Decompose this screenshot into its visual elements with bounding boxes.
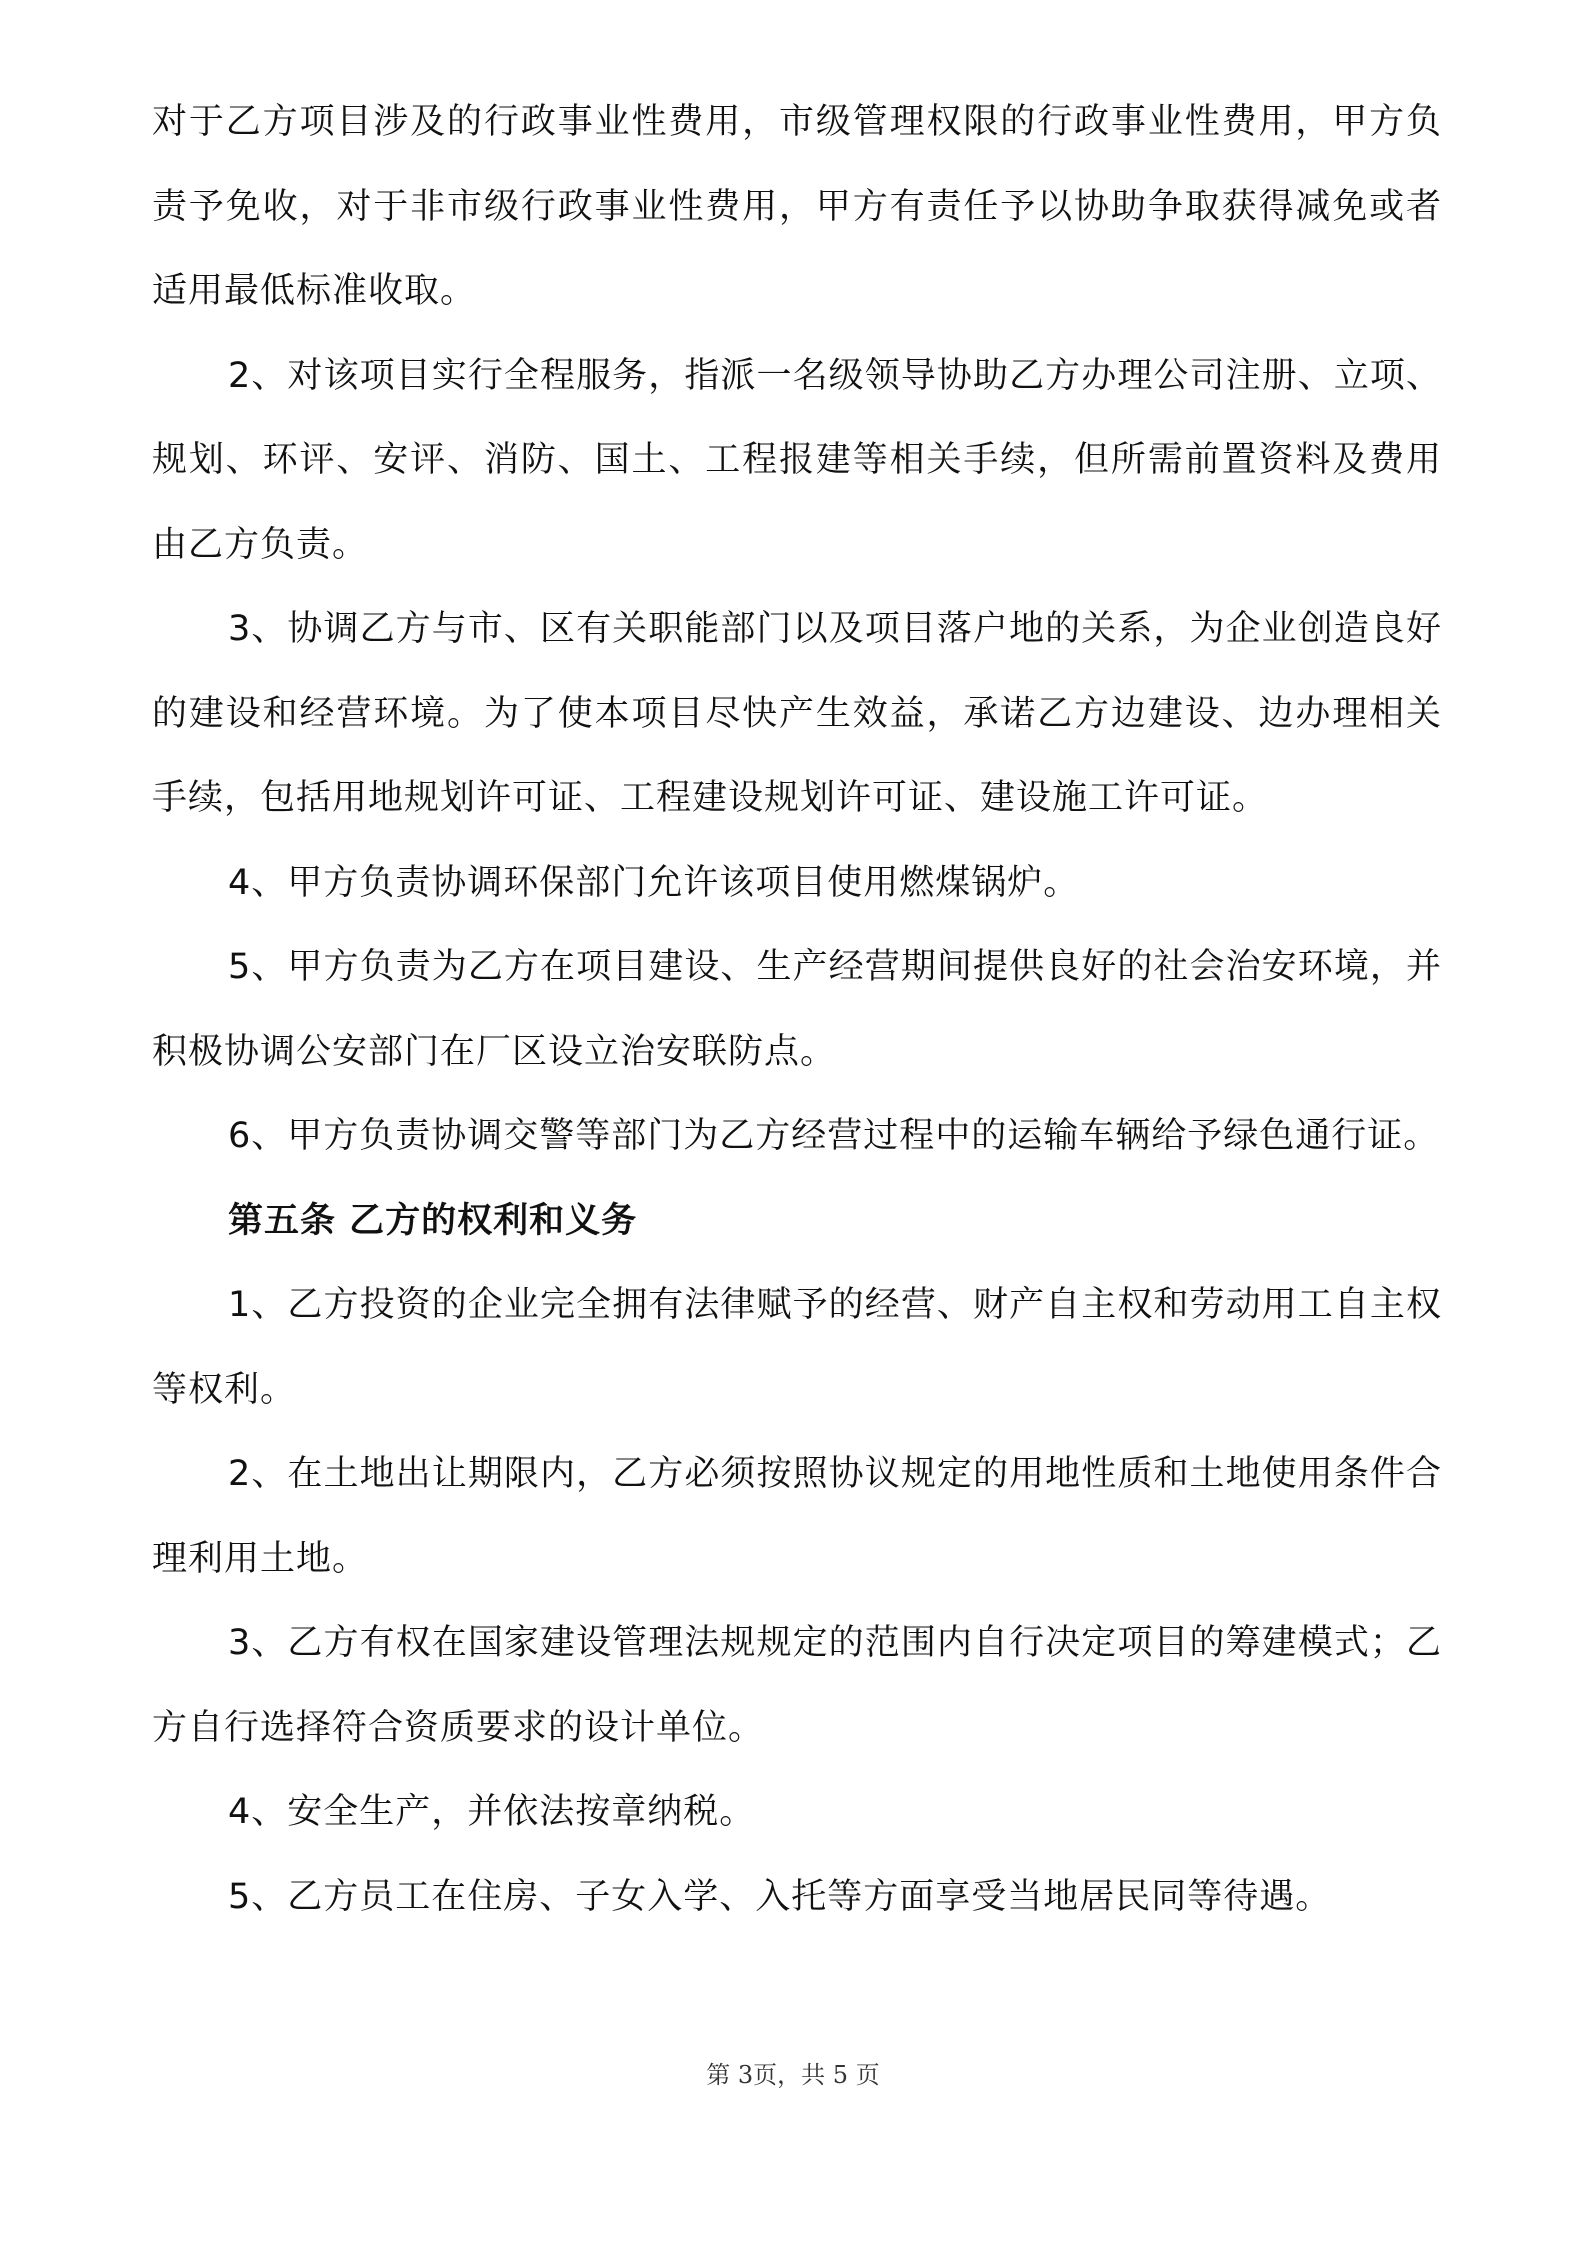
paragraph-item-3: 3、协调乙方与市、区有关职能部门以及项目落户地的关系，为企业创造良好的建设和经营环境。为了使本项目尽快产生效益，承诺乙方边建设、边办理相关手续，包括用地规划许可证、工程建设规划许可证、建设施工许可证。 <box>152 609 1442 818</box>
paragraph-item-4: 4、甲方负责协调环保部门允许该项目使用燃煤锅炉。 <box>228 862 1080 903</box>
paragraph-fee-exemption: 对于乙方项目涉及的行政事业性费用，市级管理权限的行政事业性费用，甲方负责予免收，对于非市级行政事业性费用，甲方有责任予以协助争取获得减免或者适用最低标准收取。 <box>152 102 1442 311</box>
section-paragraph-2: 2、在土地出让期限内，乙方必须按照协议规定的用地性质和土地使用条件合理利用土地。 <box>152 1454 1442 1579</box>
page-number-footer: 第 3页，共 5 页 <box>706 2061 880 2089</box>
paragraph-item-5: 5、甲方负责为乙方在项目建设、生产经营期间提供良好的社会治安环境，并积极协调公安部门在厂区设立治安联防点。 <box>152 947 1442 1072</box>
section-paragraph-3: 3、乙方有权在国家建设管理法规规定的范围内自行决定项目的筹建模式；乙方自行选择符合资质要求的设计单位。 <box>152 1623 1442 1748</box>
section-paragraph-4: 4、安全生产，并依法按章纳税。 <box>228 1792 756 1832</box>
paragraph-item-6: 6、甲方负责协调交警等部门为乙方经营过程中的运输车辆给予绿色通行证。 <box>228 1116 1440 1156</box>
section-paragraph-1: 1、乙方投资的企业完全拥有法律赋予的经营、财产自主权和劳动用工自主权等权利。 <box>152 1285 1442 1410</box>
paragraph-item-2: 2、对该项目实行全程服务，指派一名级领导协助乙方办理公司注册、立项、规划、环评、安评、消防、国土、工程报建等相关手续，但所需前置资料及费用由乙方负责。 <box>152 355 1442 565</box>
section-paragraph-5: 5、乙方员工在住房、子女入学、入托等方面享受当地居民同等待遇。 <box>228 1876 1332 1917</box>
section-heading: 第五条 乙方的权利和义务 <box>228 1200 638 1241</box>
document-body <box>152 80 1442 1939</box>
